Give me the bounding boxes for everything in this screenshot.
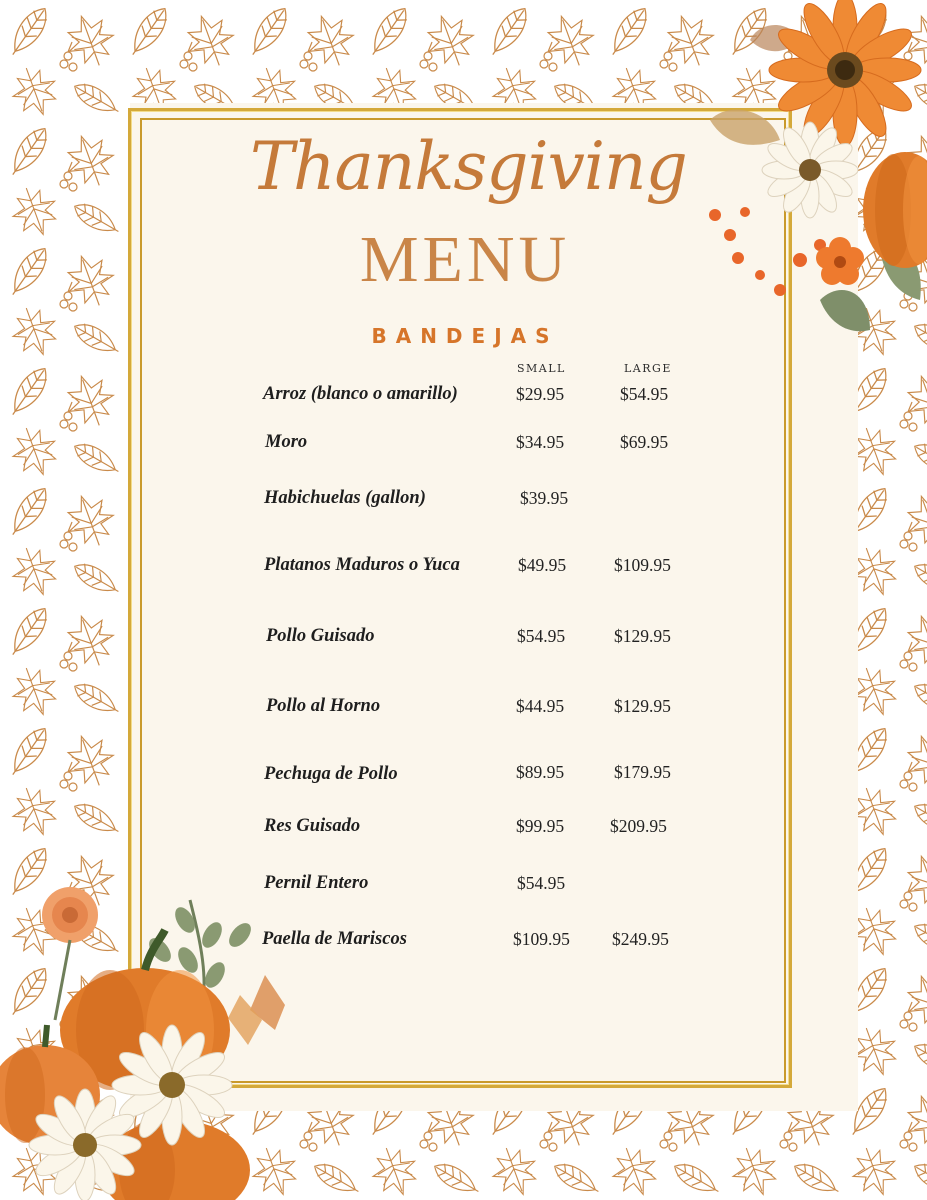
flower-bouquet-top-right [690,0,927,350]
menu-row [0,816,927,840]
item-name: Platanos Maduros o Yuca [264,555,460,575]
menu-row [0,555,927,579]
title-menu: MENU [359,223,571,296]
price-small: $99.95 [516,816,565,836]
item-name: Paella de Mariscos [262,929,407,949]
price-small: $54.95 [517,873,566,893]
price-small: $49.95 [518,555,567,575]
menu-row [0,696,927,720]
item-name: Res Guisado [264,816,361,836]
price-large: $109.95 [614,555,671,575]
pumpkin-bouquet-bottom-left [0,880,320,1200]
price-small: $29.95 [516,384,565,404]
price-small: $109.95 [513,929,570,949]
price-large: $69.95 [620,432,669,452]
menu-row [0,384,927,408]
price-small: $44.95 [516,696,565,716]
item-name: Moro [265,432,308,452]
column-header-large: LARGE [624,362,672,375]
menu-row [0,626,927,650]
menu-row [0,762,927,786]
price-small: $89.95 [516,762,565,782]
price-large: $209.95 [610,816,667,836]
price-small: $39.95 [520,488,569,508]
price-small: $54.95 [517,626,566,646]
menu-row [0,488,927,512]
item-name: Pollo al Horno [266,696,381,716]
item-name: Arroz (blanco o amarillo) [263,384,458,404]
price-large: $54.95 [620,384,669,404]
price-large: $129.95 [614,626,671,646]
price-large: $179.95 [614,762,671,782]
price-large: $249.95 [612,929,669,949]
item-name: Pollo Guisado [266,626,375,646]
price-small: $34.95 [516,432,565,452]
section-title: BANDEJAS [371,324,559,348]
menu-row [0,432,927,456]
title-script: Thanksgiving [250,128,687,205]
price-large: $129.95 [614,696,671,716]
item-name: Pernil Entero [264,873,369,893]
item-name: Habichuelas (gallon) [264,488,426,508]
item-name: Pechuga de Pollo [264,764,398,784]
column-header-small: SMALL [517,362,566,375]
